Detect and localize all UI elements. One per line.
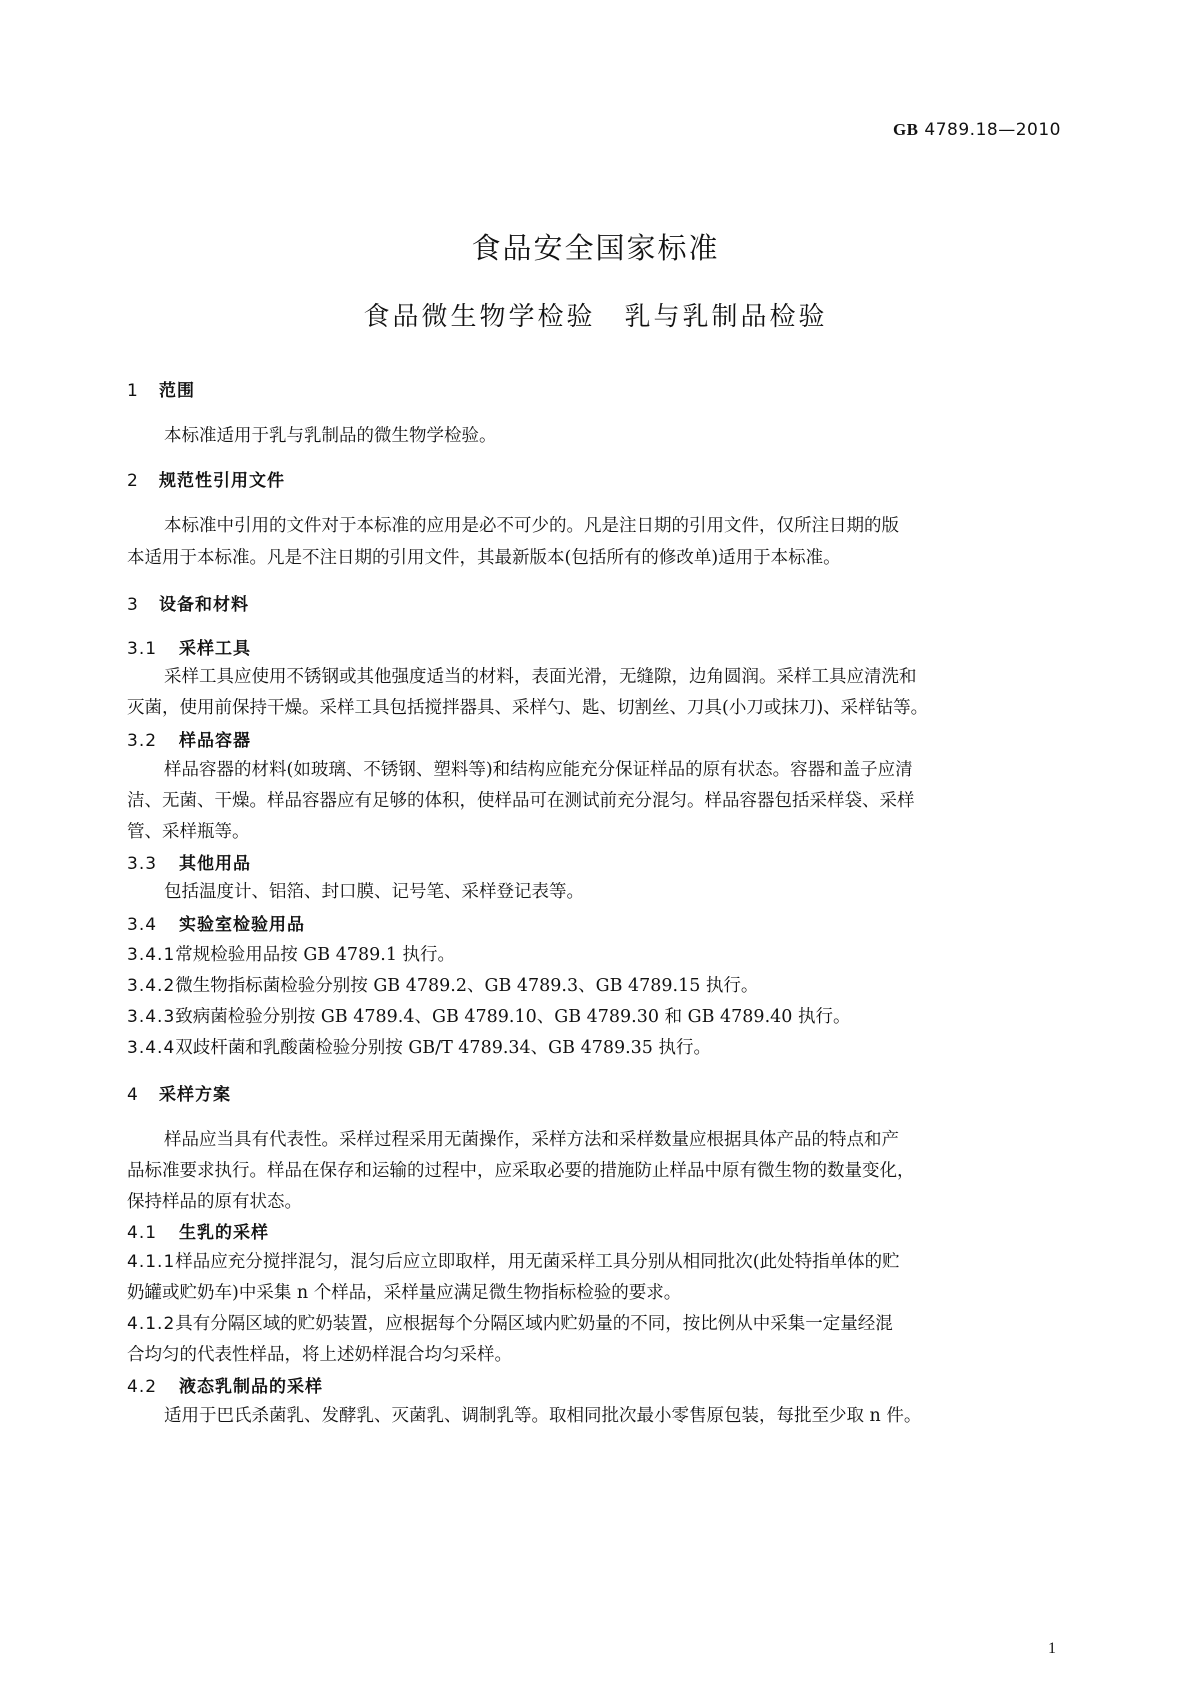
section-4-1-heading: 4.1 生乳的采样 bbox=[127, 1223, 269, 1243]
section-3-2-line-3: 管、采样瓶等。 bbox=[127, 822, 250, 842]
section-3-3-text: 包括温度计、铝箔、封口膜、记号笔、采样登记表等。 bbox=[164, 882, 584, 902]
section-3-3-heading: 3.3 其他用品 bbox=[127, 854, 251, 874]
document-subtitle: 食品微生物学检验 乳与乳制品检验 bbox=[363, 302, 828, 332]
clause-4-1-1-line-2: 奶罐或贮奶车)中采集 n 个样品，采样量应满足微生物指标检验的要求。 bbox=[127, 1283, 682, 1303]
standard-prefix: GB bbox=[892, 120, 919, 139]
section-3-heading: 3 设备和材料 bbox=[127, 595, 249, 615]
section-3-2-line-1: 样品容器的材料(如玻璃、不锈钢、塑料等)和结构应能充分保证样品的原有状态。容器和盖子应清 bbox=[164, 760, 913, 780]
clause-3-4-3: 3.4.3致病菌检验分别按 GB 4789.4、GB 4789.10、GB 4789.30 和 GB 4789.40 执行。 bbox=[127, 1007, 851, 1027]
section-3-2-heading: 3.2 样品容器 bbox=[127, 731, 251, 751]
section-3-1-heading: 3.1 采样工具 bbox=[127, 639, 251, 659]
section-2-line-2: 本适用于本标准。凡是不注日期的引用文件，其最新版本(包括所有的修改单)适用于本标准。 bbox=[127, 548, 841, 568]
section-3-1-line-2: 灭菌，使用前保持干燥。采样工具包括搅拌器具、采样勺、匙、切割丝、刀具(小刀或抹刀)、采样钻等。 bbox=[127, 698, 929, 718]
section-3-1-line-1: 采样工具应使用不锈钢或其他强度适当的材料，表面光滑，无缝隙，边角圆润。采样工具应清洗和 bbox=[164, 667, 917, 687]
section-2-heading: 2 规范性引用文件 bbox=[127, 471, 285, 491]
section-4-line-1: 样品应当具有代表性。采样过程采用无菌操作，采样方法和采样数量应根据具体产品的特点和产 bbox=[164, 1130, 899, 1150]
clause-4-1-2-line-2: 合均匀的代表性样品，将上述奶样混合均匀采样。 bbox=[127, 1345, 512, 1365]
clause-3-4-2: 3.4.2微生物指标菌检验分别按 GB 4789.2、GB 4789.3、GB 4789.15 执行。 bbox=[127, 976, 759, 996]
section-4-line-2: 品标准要求执行。样品在保存和运输的过程中，应采取必要的措施防止样品中原有微生物的数量变化， bbox=[127, 1161, 915, 1181]
section-1-text: 本标准适用于乳与乳制品的微生物学检验。 bbox=[164, 426, 497, 446]
section-2-line-1: 本标准中引用的文件对于本标准的应用是必不可少的。凡是注日期的引用文件，仅所注日期的版 bbox=[164, 516, 899, 536]
clause-4-1-1-line-1: 4.1.1样品应充分搅拌混匀，混匀后应立即取样，用无菌采样工具分别从相同批次(此处特指单体的贮 bbox=[127, 1252, 900, 1272]
section-1-heading: 1 范围 bbox=[127, 381, 195, 401]
section-4-line-3: 保持样品的原有状态。 bbox=[127, 1192, 302, 1212]
section-3-2-line-2: 洁、无菌、干燥。样品容器应有足够的体积，使样品可在测试前充分混匀。样品容器包括采样袋、采样 bbox=[127, 791, 915, 811]
document-title: 食品安全国家标准 bbox=[471, 231, 720, 265]
section-4-heading: 4 采样方案 bbox=[127, 1085, 231, 1105]
clause-4-1-2-line-1: 4.1.2具有分隔区域的贮奶装置，应根据每个分隔区域内贮奶量的不同，按比例从中采集一定量经混 bbox=[127, 1314, 893, 1334]
clause-3-4-1: 3.4.1常规检验用品按 GB 4789.1 执行。 bbox=[127, 945, 456, 965]
section-4-2-text: 适用于巴氏杀菌乳、发酵乳、灭菌乳、调制乳等。取相同批次最小零售原包装，每批至少取 n 件。 bbox=[164, 1406, 922, 1426]
standard-number bbox=[893, 120, 1061, 140]
page-number: 1 bbox=[1048, 1640, 1056, 1657]
standard-code: 4789.18—2010 bbox=[924, 120, 1061, 140]
section-4-2-heading: 4.2 液态乳制品的采样 bbox=[127, 1377, 323, 1397]
clause-3-4-4: 3.4.4双歧杆菌和乳酸菌检验分别按 GB/T 4789.34、GB 4789.35 执行。 bbox=[127, 1038, 711, 1058]
section-3-4-heading: 3.4 实验室检验用品 bbox=[127, 915, 305, 935]
